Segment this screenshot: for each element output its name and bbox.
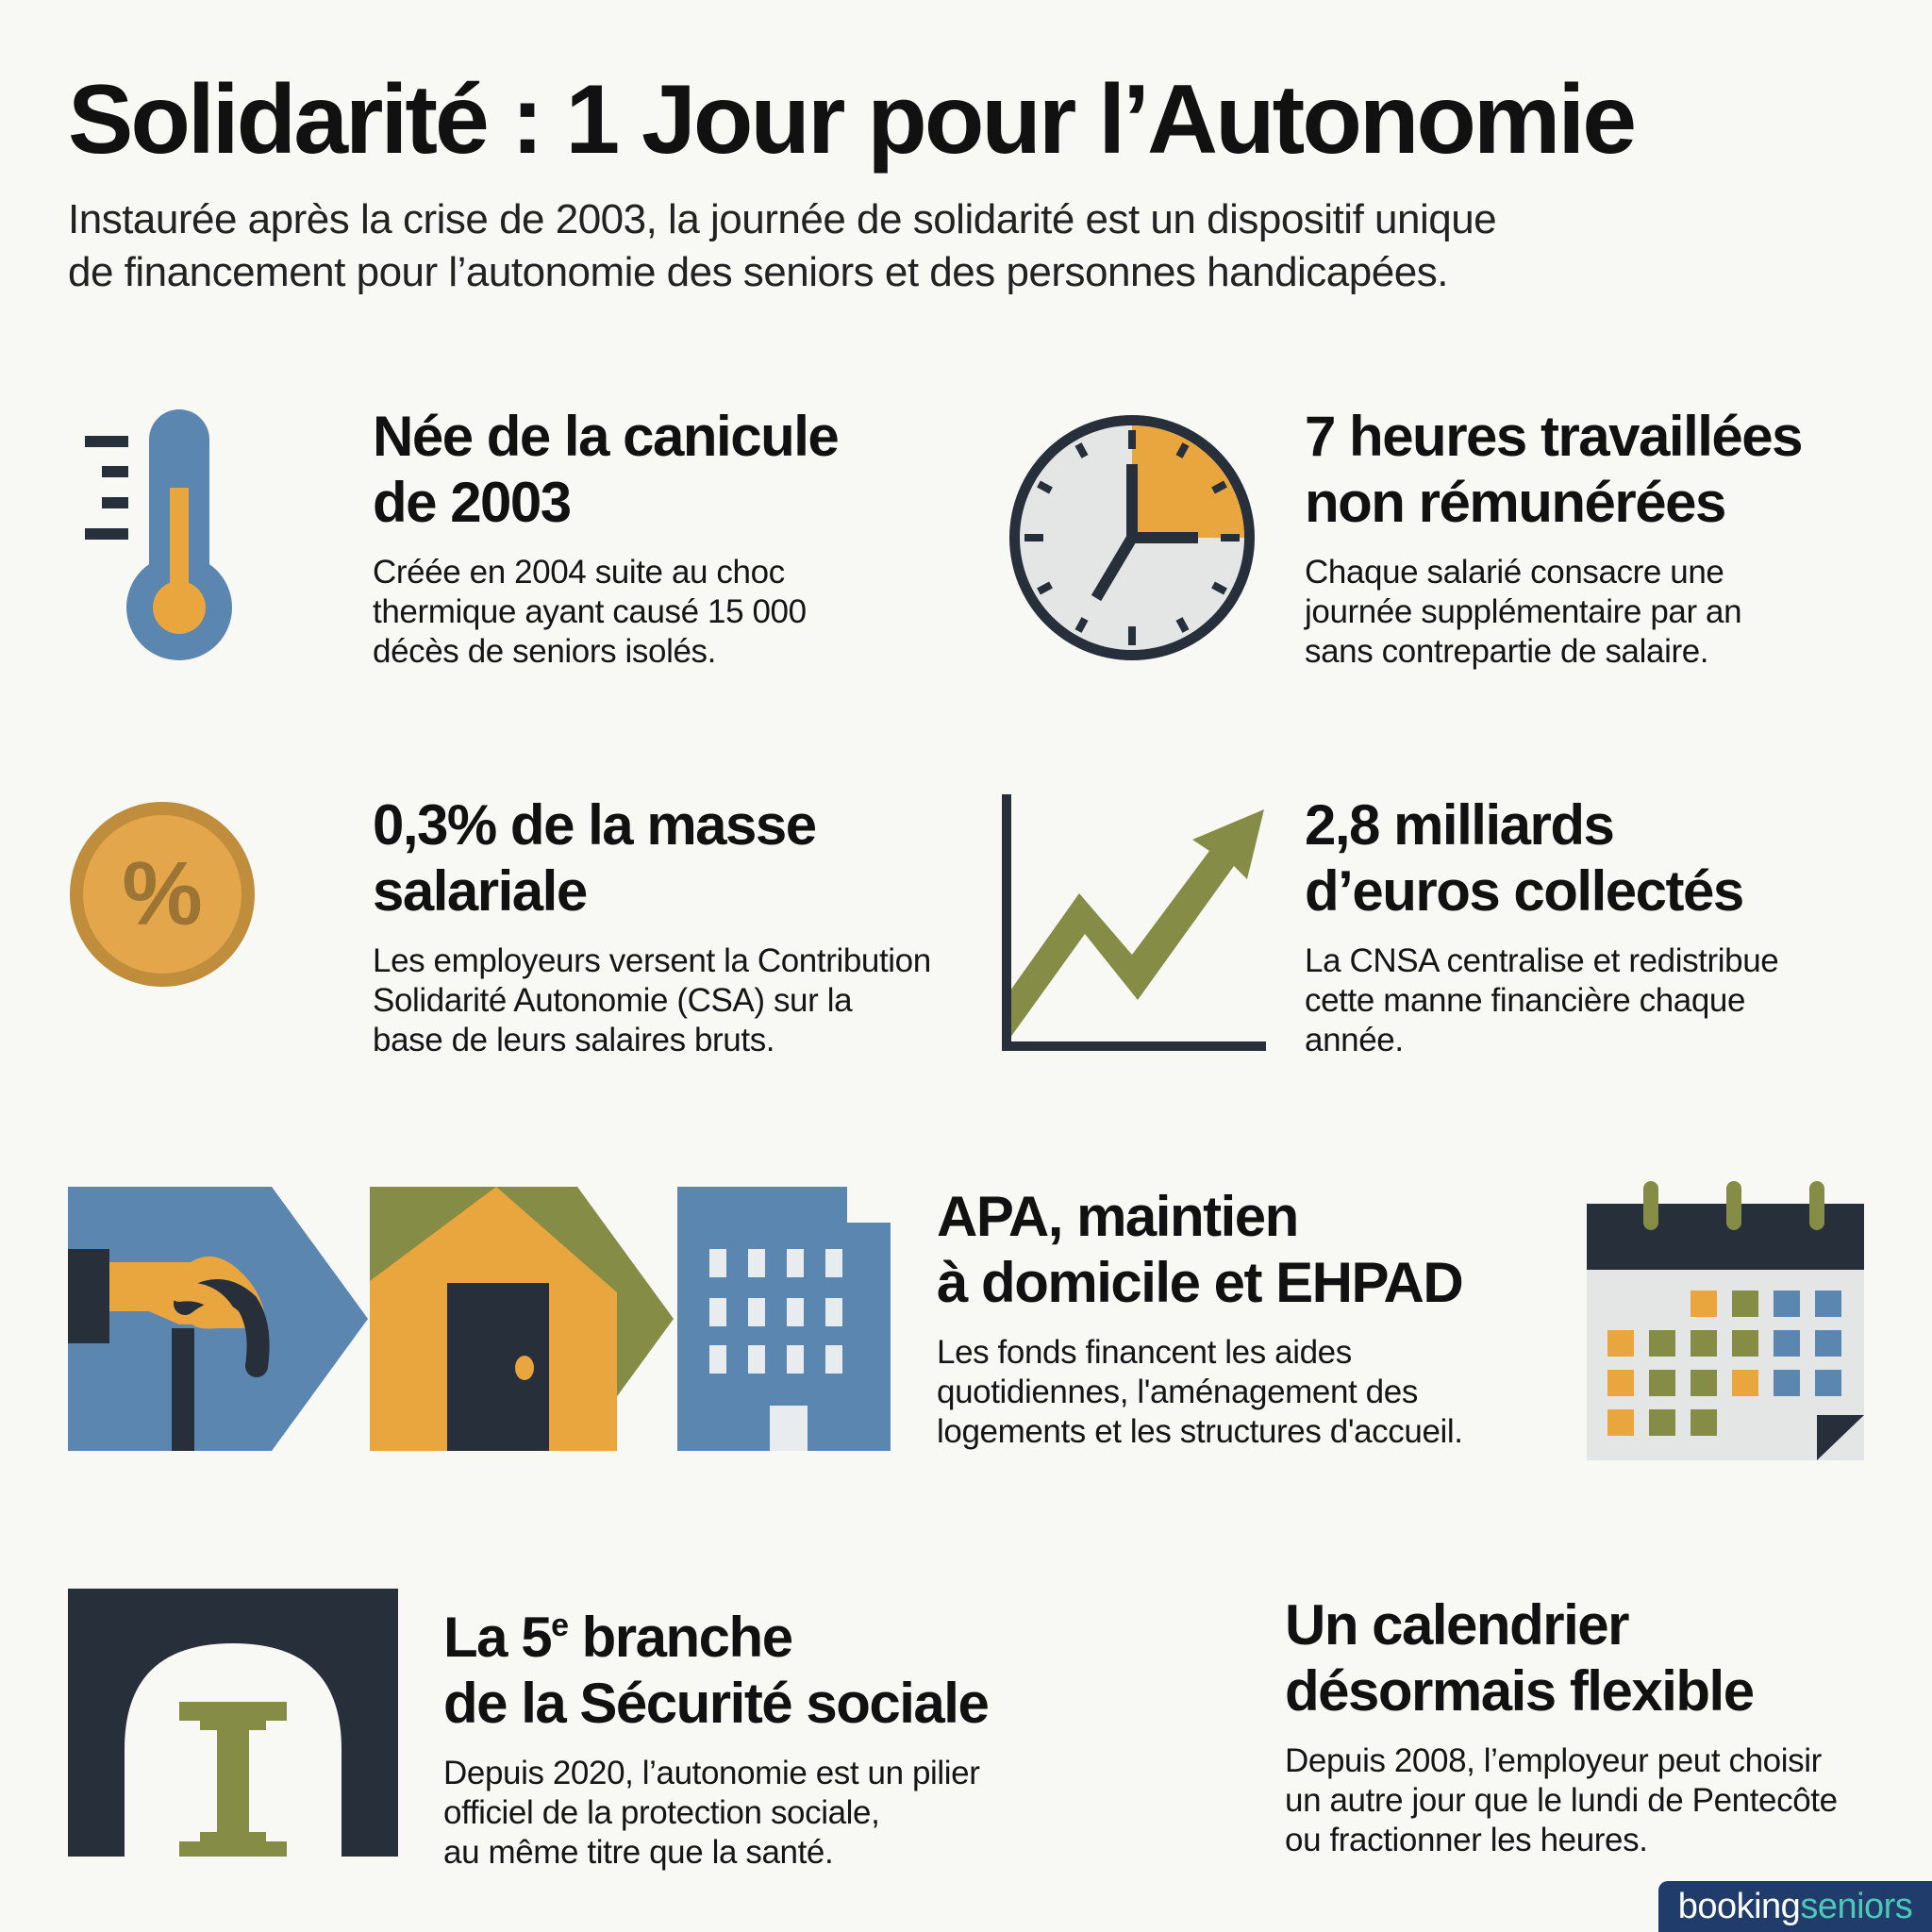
card-body: Les fonds financent les aides quotidiennes, l'aménagement des logements et les structures d'accueil. bbox=[937, 1334, 1463, 1450]
thermometer-icon bbox=[83, 406, 243, 670]
card-body: Depuis 2020, l’autonomie est un pilier officiel de la protection sociale, au même titre que la santé. bbox=[443, 1755, 980, 1871]
card-title: 0,3% de la masse salariale bbox=[373, 793, 816, 923]
card-title: La 5e branche de la Sécurité sociale bbox=[443, 1606, 989, 1735]
card-apa bbox=[937, 1184, 1463, 1452]
card-title: 2,8 milliards d’euros collectés bbox=[1305, 793, 1743, 923]
clock-icon bbox=[1004, 409, 1260, 666]
card-title: Un calendrier désormais flexible bbox=[1285, 1593, 1754, 1723]
intro-text bbox=[68, 193, 1766, 299]
logo-text-booking: booking bbox=[1677, 1886, 1801, 1926]
card-calendrier bbox=[1285, 1592, 1838, 1860]
card-body: Depuis 2008, l’employeur peut choisir un autre jour que le lundi de Pentecôte ou fractionner les heures. bbox=[1285, 1742, 1838, 1858]
card-canicule bbox=[373, 404, 838, 672]
logo-text-seniors: seniors bbox=[1800, 1886, 1913, 1926]
card-title: APA, maintien à domicile et EHPAD bbox=[937, 1185, 1463, 1314]
card-heures bbox=[1305, 404, 1802, 672]
card-body: Créée en 2004 suite au choc thermique ayant causé 15 000 décès de seniors isolés. bbox=[373, 554, 807, 670]
card-title: 7 heures travaillées non rémunérées bbox=[1305, 405, 1803, 534]
pillar-arch-icon bbox=[68, 1589, 398, 1857]
card-masse bbox=[373, 792, 931, 1060]
calendar-icon bbox=[1585, 1179, 1868, 1462]
card-body: Chaque salarié consacre une journée supplémentaire par an sans contrepartie de salaire. bbox=[1305, 554, 1742, 670]
percent-coin-icon bbox=[68, 800, 257, 989]
bookingseniors-logo[interactable] bbox=[1658, 1881, 1932, 1932]
card-branche bbox=[443, 1592, 988, 1873]
card-title: Née de la canicule de 2003 bbox=[373, 405, 839, 534]
intro-line: de financement pour l’autonomie des seniors et des personnes handicapées. bbox=[68, 249, 1448, 295]
growth-chart-icon bbox=[1000, 794, 1266, 1051]
intro-line: Instaurée après la crise de 2003, la journée de solidarité est un dispositif unique bbox=[68, 196, 1497, 242]
card-body: La CNSA centralise et redistribue cette manne financière chaque année. bbox=[1305, 942, 1779, 1058]
card-milliards bbox=[1305, 792, 1778, 1060]
card-body: Les employeurs versent la Contribution Solidarité Autonomie (CSA) sur la base de leurs salaires bruts. bbox=[373, 942, 931, 1058]
svg-text:%: % bbox=[122, 843, 203, 944]
cane-house-building-icon bbox=[68, 1187, 891, 1453]
page-title: Solidarité : 1 Jour pour l’Autonomie bbox=[68, 65, 1635, 175]
